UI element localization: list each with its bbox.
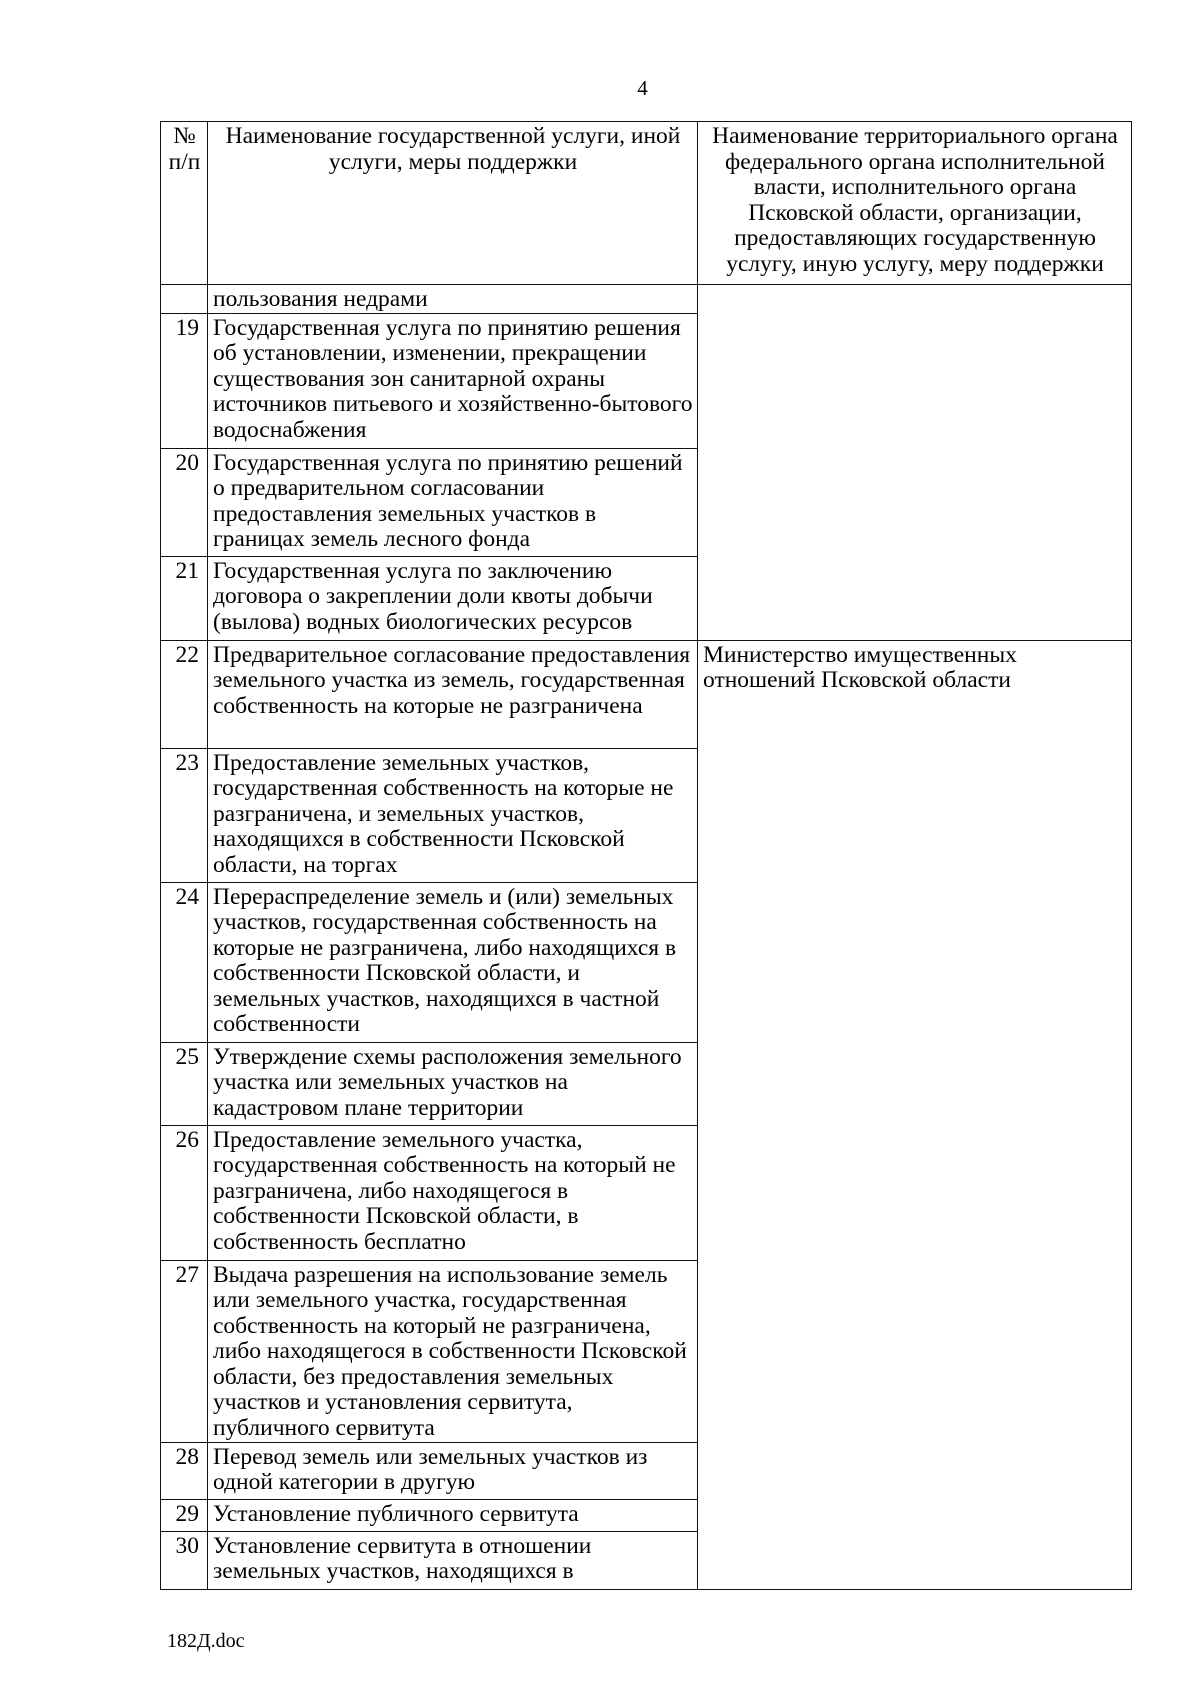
header-organization-label: Наименование территориального органа федерального органа исполнительной власти, исполнительного органа Псковской области, организации, предоставляющих государственную услугу, иную услугу, меру поддержки	[712, 123, 1118, 277]
footer-filename: 182Д.doc	[167, 1630, 245, 1652]
header-service-name	[208, 122, 698, 285]
row-service-name: Установление сервитута в отношении земельных участков, находящихся в	[208, 1531, 698, 1589]
page-number: 4	[637, 76, 648, 100]
header-num-label: № п/п	[168, 123, 201, 175]
row-num: 29	[161, 1499, 208, 1531]
row-service-name: Установление публичного сервитута	[208, 1499, 698, 1531]
row-num: 27	[161, 1260, 208, 1442]
row-num: 22	[161, 640, 208, 748]
table-header-row	[161, 122, 1132, 285]
row-organization-group-1	[698, 285, 1132, 641]
row-num: 21	[161, 556, 208, 640]
table-row	[161, 285, 1132, 314]
row-num: 25	[161, 1042, 208, 1125]
row-num: 30	[161, 1531, 208, 1589]
row-service-name: Государственная услуга по принятию решений о предварительном согласовании предоставления земельных участков в границах земель лесного фонда	[208, 448, 698, 556]
row-service-name: Государственная услуга по принятию решения об установлении, изменении, прекращении существования зон санитарной охраны источников питьевого и хозяйственно-бытового водоснабжения	[208, 313, 698, 448]
row-service-name: Утверждение схемы расположения земельного участка или земельных участков на кадастровом плане территории	[208, 1042, 698, 1125]
row-num: 28	[161, 1442, 208, 1499]
row-num: 23	[161, 748, 208, 882]
row-num: 19	[161, 313, 208, 448]
row-service-name: пользования недрами	[208, 285, 698, 314]
header-num	[161, 122, 208, 285]
header-organization	[698, 122, 1132, 285]
row-service-name: Предоставление земельных участков, государственная собственность на которые не разграничена, и земельных участков, находящихся в собственности Псковской области, на торгах	[208, 748, 698, 882]
row-num: 24	[161, 882, 208, 1042]
row-service-name: Перераспределение земель и (или) земельных участков, государственная собственность на которые не разграничена, либо находящихся в собственности Псковской области, и земельных участков, находящихся в частной собственности	[208, 882, 698, 1042]
header-service-name-label: Наименование государственной услуги, иной услуги, меры поддержки	[225, 123, 681, 175]
row-num	[161, 285, 208, 314]
row-service-name: Выдача разрешения на использование земель или земельного участка, государственная собственность на который не разграничена, либо находящегося в собственности Псковской области, без предоставления земельных участков и установления сервитута, публичного сервитута	[208, 1260, 698, 1442]
row-service-name: Государственная услуга по заключению договора о закреплении доли квоты добычи (вылова) водных биологических ресурсов	[208, 556, 698, 640]
row-organization-group-2: Министерство имущественных отношений Псковской области	[698, 640, 1132, 1589]
row-service-name: Предоставление земельного участка, государственная собственность на который не разграничена, либо находящегося в собственности Псковской области, в собственность бесплатно	[208, 1125, 698, 1260]
services-table	[160, 121, 1132, 1590]
row-num: 20	[161, 448, 208, 556]
row-service-name: Предварительное согласование предоставления земельного участка из земель, государственная собственность на которые не разграничена	[208, 640, 698, 748]
table-row	[161, 640, 1132, 748]
row-num: 26	[161, 1125, 208, 1260]
row-service-name: Перевод земель или земельных участков из одной категории в другую	[208, 1442, 698, 1499]
